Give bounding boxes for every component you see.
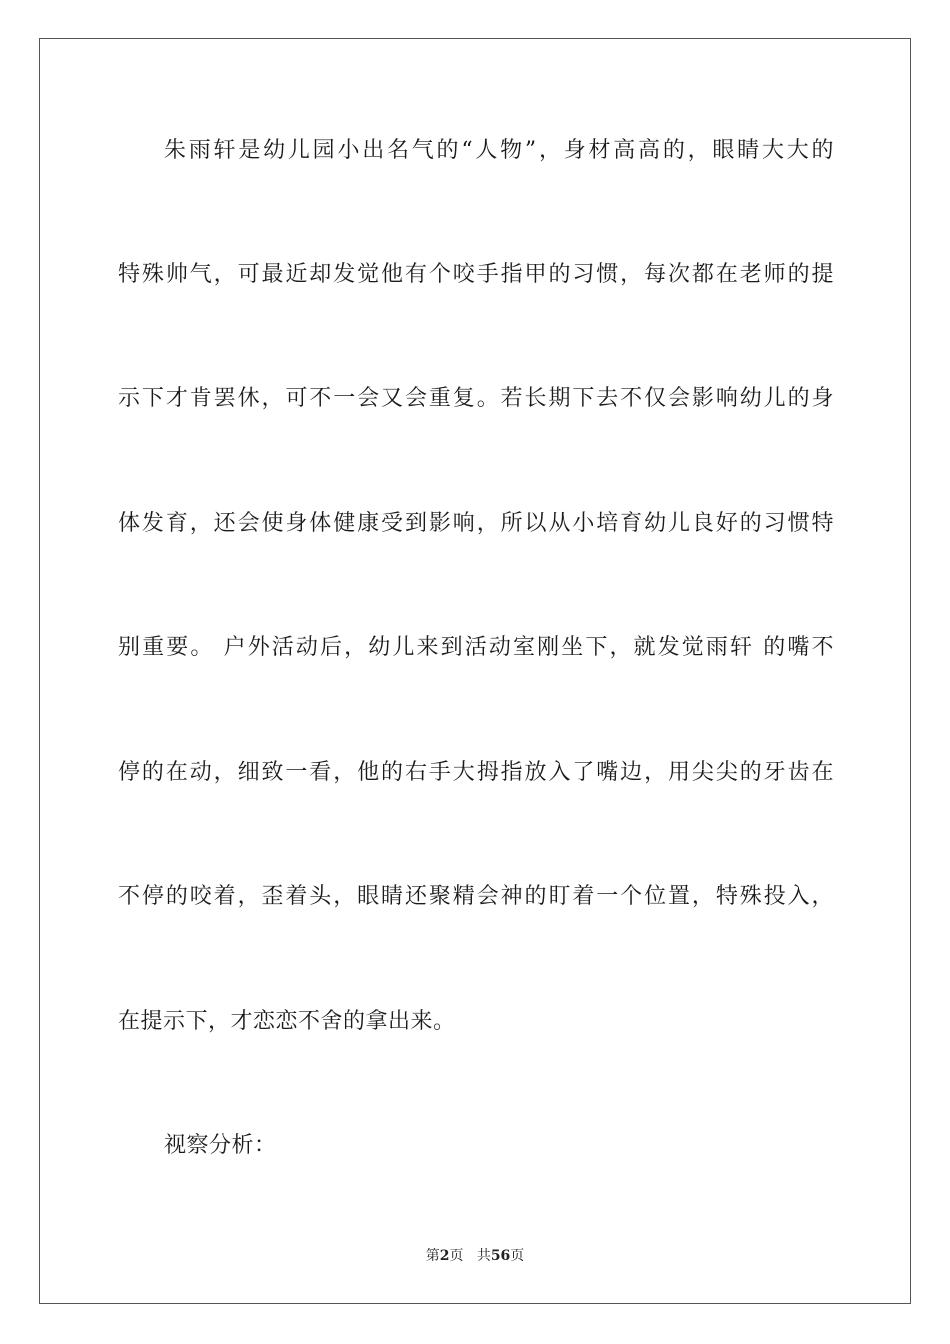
section-heading: 视察分析： bbox=[164, 1133, 277, 1158]
paragraph-line-7: 不停的咬着，歪着头，眼睛还聚精会神的盯着一个位置，特殊投入， bbox=[118, 884, 834, 909]
paragraph-line-8: 在提示下，才恋恋不舍的拿出来。 bbox=[118, 1009, 456, 1034]
total-prefix: 共 bbox=[476, 1248, 491, 1264]
total-suffix: 页 bbox=[510, 1248, 525, 1264]
page-border bbox=[39, 38, 911, 1304]
page-prefix: 第 bbox=[425, 1248, 440, 1264]
paragraph-line-6: 停的在动，细致一看，他的右手大拇指放入了嘴边，用尖尖的牙齿在 bbox=[118, 760, 834, 785]
page-number: 2 bbox=[439, 1248, 450, 1264]
paragraph-line-1: 朱雨轩是幼儿园小出名气的“人物”，身材高高的，眼睛大大的 bbox=[164, 138, 834, 163]
paragraph-line-3: 示下才肯罢休，可不一会又会重复。若长期下去不仅会影响幼儿的身 bbox=[118, 386, 834, 411]
paragraph-line-4: 体发育，还会使身体健康受到影响，所以从小培育幼儿良好的习惯特 bbox=[118, 511, 834, 536]
total-pages: 56 bbox=[490, 1248, 511, 1264]
page-suffix: 页 bbox=[449, 1248, 464, 1264]
paragraph-line-2: 特殊帅气，可最近却发觉他有个咬手指甲的习惯，每次都在老师的提 bbox=[118, 262, 834, 287]
page-footer bbox=[0, 1246, 950, 1266]
paragraph-line-5: 别重要。 户外活动后，幼儿来到活动室刚坐下，就发觉雨轩 的嘴不 bbox=[118, 635, 834, 660]
